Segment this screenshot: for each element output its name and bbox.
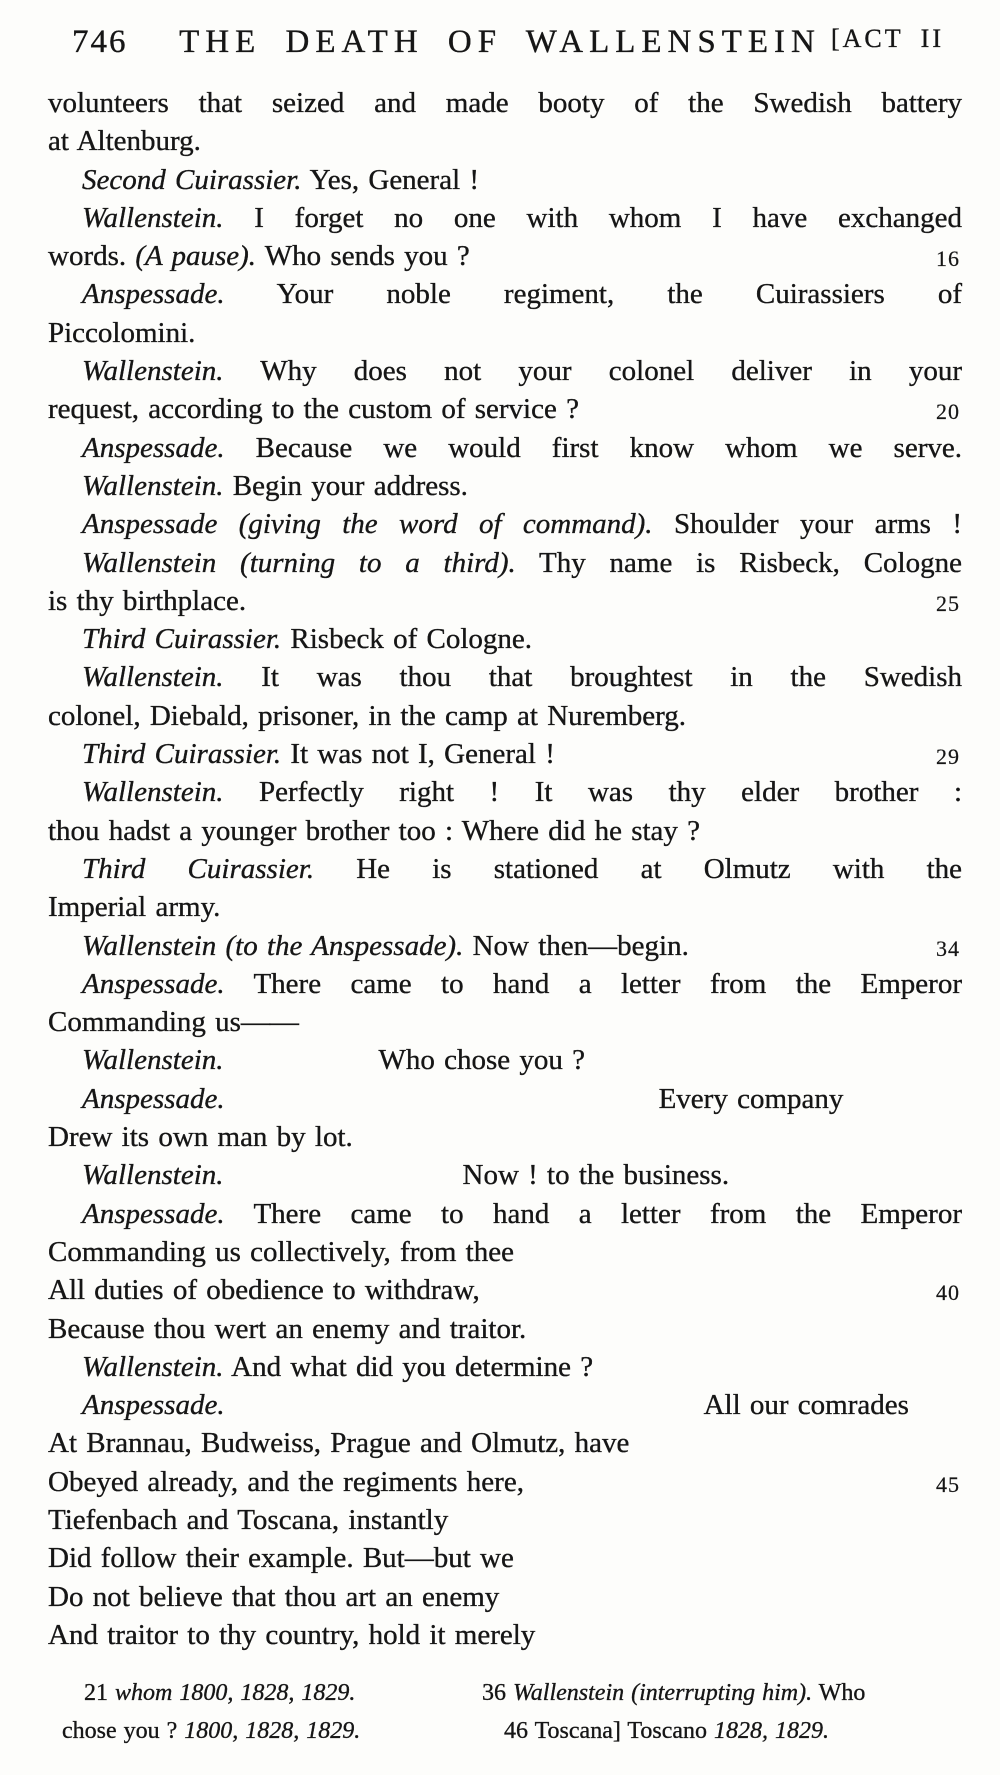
text-segment: He is stationed at Olmutz with the	[314, 852, 962, 885]
text-segment: There came to hand a letter from the Emperor	[224, 967, 962, 1000]
text-segment: Who	[812, 1680, 866, 1706]
text-segment: colonel, Diebald, prisoner, in the camp at Nuremberg.	[48, 699, 687, 732]
text-segment: is thy birthplace.	[48, 584, 247, 617]
text-line	[48, 697, 962, 735]
text-segment: Perfectly right ! It was thy elder brother :	[223, 776, 962, 809]
italic-segment: Anspessade.	[82, 1389, 225, 1422]
text-line	[48, 429, 962, 467]
text-segment: Who chose you ?	[378, 1044, 586, 1077]
text-segment: volunteers that seized and made booty of the Swedish battery	[48, 87, 962, 119]
italic-segment: Anspessade.	[82, 278, 225, 311]
text-line	[62, 1712, 467, 1750]
text-line	[48, 1424, 962, 1462]
italic-segment: Wallenstein (turning to a third).	[82, 546, 516, 579]
text-line	[48, 505, 962, 543]
verse-gap	[225, 1107, 659, 1108]
text-segment: chose you ?	[62, 1718, 185, 1744]
text-segment: It was not I, General !	[281, 738, 555, 771]
text-line	[48, 237, 962, 275]
text-line	[48, 927, 962, 965]
italic-segment: Anspessade.	[82, 1082, 225, 1115]
text-segment: Imperial army.	[48, 891, 221, 924]
running-title: THE DEATH OF WALLENSTEIN	[179, 24, 821, 60]
text-segment: Why does not your colonel deliver in your	[223, 355, 962, 388]
text-segment: And what did you determine ?	[223, 1350, 594, 1383]
text-line	[48, 620, 962, 658]
text-line	[48, 1616, 962, 1654]
text-line	[48, 1041, 962, 1079]
text-segment: 36	[482, 1680, 513, 1706]
text-segment: words.	[48, 240, 136, 273]
text-line	[48, 544, 962, 582]
text-segment: Tiefenbach and Toscana, instantly	[48, 1503, 449, 1536]
italic-segment: Wallenstein.	[82, 1044, 224, 1077]
text-line	[48, 735, 962, 773]
text-line	[48, 965, 962, 1003]
text-segment: Thy name is Risbeck, Cologne	[515, 546, 962, 579]
italic-segment: Second Cuirassier.	[82, 163, 302, 196]
italic-segment: Wallenstein.	[82, 1159, 224, 1192]
text-segment: Every company	[658, 1082, 844, 1115]
text-segment: Shoulder your arms !	[652, 508, 962, 541]
text-segment: 46 Toscana] Toscano	[504, 1718, 715, 1744]
italic-segment: Wallenstein.	[82, 661, 224, 694]
text-line	[48, 314, 962, 352]
italic-segment: Anspessade (giving the word of command).	[82, 508, 653, 541]
line-number: 45	[936, 1471, 960, 1497]
text-line	[48, 850, 962, 888]
italic-segment: Wallenstein (to the Anspessade).	[82, 929, 464, 962]
text-line	[48, 1463, 962, 1501]
text-segment: There came to hand a letter from the Emperor	[224, 1197, 962, 1230]
text-line	[48, 390, 962, 428]
line-number: 34	[936, 935, 960, 961]
text-segment: Yes, General !	[301, 163, 480, 196]
line-number: 16	[936, 246, 960, 272]
text-line	[48, 1003, 962, 1041]
act-label: [ACT II	[830, 24, 944, 53]
verse-gap	[224, 1068, 379, 1069]
text-segment: Because we would first know whom we serve.	[224, 431, 962, 464]
verse-gap	[225, 1413, 704, 1414]
text-segment: Now then—begin.	[463, 929, 689, 962]
text-segment: All our comrades	[703, 1389, 909, 1422]
text-line	[48, 1080, 962, 1118]
footnote-column-left	[62, 1674, 467, 1750]
italic-segment: Anspessade.	[82, 1197, 225, 1230]
text-line	[48, 1118, 962, 1156]
page-number: 746	[72, 24, 128, 60]
italic-segment: Wallenstein.	[82, 469, 224, 502]
text-segment: Did follow their example. But—but we	[48, 1542, 514, 1575]
italic-segment: Third Cuirassier.	[82, 852, 315, 885]
text-segment: at Altenburg.	[48, 125, 201, 158]
text-line	[482, 1712, 962, 1750]
text-line	[48, 122, 962, 160]
text-line	[48, 275, 962, 313]
text-segment: Do not believe that thou art an enemy	[48, 1580, 500, 1613]
text-segment: Because thou wert an enemy and traitor.	[48, 1312, 527, 1345]
line-number: 29	[936, 744, 960, 770]
text-line	[48, 1348, 962, 1386]
text-segment: And traitor to thy country, hold it merely	[48, 1618, 536, 1651]
text-line	[48, 582, 962, 620]
italic-segment: Anspessade.	[82, 431, 225, 464]
italic-segment: Wallenstein.	[82, 201, 224, 234]
italic-segment: (A pause).	[135, 240, 257, 273]
text-line	[48, 888, 962, 926]
text-line	[48, 1578, 962, 1616]
text-segment: thou hadst a younger brother too : Where did he stay ?	[48, 814, 701, 847]
text-segment: Risbeck of Cologne.	[281, 623, 533, 656]
text-segment: Begin your address.	[223, 469, 468, 502]
italic-segment: 1800, 1828, 1829.	[184, 1718, 361, 1744]
text-line	[48, 658, 962, 696]
italic-segment: Anspessade.	[82, 967, 225, 1000]
text-segment: I forget no one with whom I have exchanged	[223, 201, 962, 234]
text-line	[48, 1195, 962, 1233]
text-line	[48, 1156, 962, 1194]
italic-segment: Wallenstein.	[82, 355, 224, 388]
text-segment: request, according to the custom of service ?	[48, 393, 579, 426]
play-text-block	[48, 84, 962, 1654]
text-segment: Who sends you ?	[256, 240, 470, 273]
text-segment: All duties of obedience to withdraw,	[48, 1274, 480, 1307]
italic-segment: Third Cuirassier.	[82, 623, 282, 656]
text-line	[48, 1501, 962, 1539]
italic-segment: whom 1800, 1828, 1829.	[115, 1680, 356, 1706]
text-segment: Drew its own man by lot.	[48, 1121, 353, 1154]
verse-gap	[224, 1183, 463, 1184]
text-line	[48, 1310, 962, 1348]
text-segment: It was thou that broughtest in the Swedish	[223, 661, 962, 694]
italic-segment: 1828, 1829.	[714, 1718, 830, 1744]
text-segment: Commanding us——	[48, 1006, 299, 1039]
text-line	[48, 352, 962, 390]
text-line	[48, 1233, 962, 1271]
text-line	[482, 1674, 962, 1712]
text-line	[48, 467, 962, 505]
italic-segment: Wallenstein.	[82, 776, 224, 809]
text-segment: Piccolomini.	[48, 316, 196, 349]
italic-segment: Wallenstein.	[82, 1350, 224, 1383]
text-line	[48, 161, 962, 199]
text-segment: Now ! to the business.	[462, 1159, 730, 1192]
text-segment: At Brannau, Budweiss, Prague and Olmutz, have	[48, 1427, 630, 1460]
text-segment: Commanding us collectively, from thee	[48, 1235, 514, 1268]
text-line	[48, 84, 962, 122]
text-segment: Your noble regiment, the Cuirassiers of	[224, 278, 962, 311]
italic-segment: Wallenstein (interrupting him).	[513, 1680, 813, 1706]
footnote-column-right	[482, 1674, 962, 1750]
line-number: 20	[936, 399, 960, 425]
italic-segment: Third Cuirassier.	[82, 738, 282, 771]
text-segment: 21	[84, 1680, 115, 1706]
text-line	[48, 773, 962, 811]
text-segment: Obeyed already, and the regiments here,	[48, 1465, 524, 1498]
text-line	[48, 1386, 962, 1424]
text-line	[48, 1539, 962, 1577]
text-line	[48, 812, 962, 850]
text-line	[48, 1271, 962, 1309]
text-line	[62, 1674, 467, 1712]
line-number: 40	[936, 1280, 960, 1306]
line-number: 25	[936, 590, 960, 616]
text-line	[48, 199, 962, 237]
